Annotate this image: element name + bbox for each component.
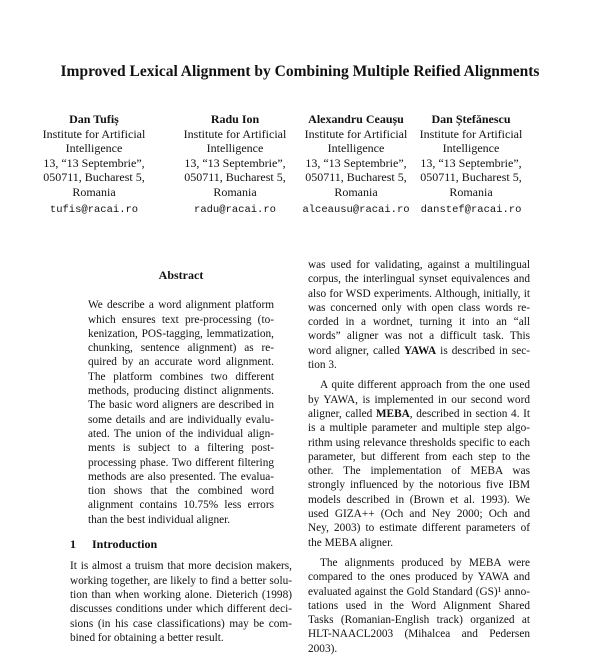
author-name: Radu Ion	[210, 112, 260, 126]
affiliation-line: 13, “13 Septembrie”,	[43, 155, 145, 170]
affiliation-line: 13, “13 Septembrie”,	[420, 155, 522, 170]
author-block	[412, 112, 530, 218]
affiliation-line: Intelligence	[442, 141, 500, 155]
paper-title: Improved Lexical Alignment by Combining Multiple Reified Alignments	[60, 63, 540, 80]
author-block	[176, 112, 294, 218]
affiliation-line: Romania	[72, 184, 116, 199]
intro-paragraph: It is almost a truism that more decision makers, working together, are likely to find a better solu-tion than when working alone. Dieterich (1998) discusses conditions under which different deci-sions (in his case classifications) may be com-bined for obtaining a better result.	[70, 560, 292, 644]
abstract-text: We describe a word alignment platform which ensures text pre-processing (to-kenization, POS-tagging, lemmatization, chunking, sentence alignment) as re-quired by an accurate word alignment. The platform combines two different methods, producing distinct alignments. The basic word aligners are described in some details and are individually evalu-ated. The union of the individual align-ments is subject to a filtering post-processing phase. Two different filtering methods are also presented. The evalua-tion shows that the combined word alignment contains 10.75% less errors than the best individual aligner.	[88, 299, 274, 526]
section-number: 1	[70, 537, 76, 552]
affiliation-line: 050711, Bucharest 5,	[43, 170, 145, 184]
affiliation-line: 050711, Bucharest 5,	[420, 170, 522, 184]
author-block	[297, 112, 415, 218]
right-column	[308, 258, 530, 662]
system-name: MEBA	[375, 407, 410, 420]
affiliation-line: Romania	[213, 184, 257, 199]
author-name: Dan Tufiș	[69, 112, 119, 126]
body-paragraph: The alignments produced by MEBA were compared to the ones produced by YAWA and evaluated against the Gold Standard (GS)¹ anno-tations used in the Word Alignment Shared Tasks (Romanian-English track) organized at HLT-NAACL2003 (Mihalcea and Pedersen 2003).	[308, 556, 530, 655]
author-name: Dan Ștefănescu	[431, 112, 511, 126]
body-paragraph	[308, 258, 530, 372]
affiliation-line: 050711, Bucharest 5,	[184, 170, 286, 184]
affiliation-line: Romania	[449, 184, 493, 199]
affiliation-line: Institute for Artificial	[304, 126, 408, 141]
author-email: alceausu@racai.ro	[302, 204, 410, 216]
text-run: is described in sec-tion 3.	[308, 344, 530, 372]
affiliation-line: Intelligence	[206, 141, 264, 155]
section-title: Introduction	[92, 537, 158, 552]
affiliation-line: Institute for Artificial	[42, 126, 146, 141]
text-run: A quite different approach from the one used by YAWA, is implemented in our second word aligner, called	[308, 379, 530, 420]
affiliation-line: 13, “13 Septembrie”,	[184, 155, 286, 170]
text-run: was used for validating, against a multilingual corpus, the interlingual synset equivalences and also for WSD experiments. Although, initially, it was concerned only with open class words re-corded in a wordnet, turning it into an “all words” aligner was not a difficult task. This word aligner, called	[308, 259, 530, 357]
text-run: , described in section 4. It is a multiple parameter and multiple step algo-rithm using relevance thresholds specific to each parameter, but different from each step to the other. The implementation of MEBA was strongly influenced by the notorious five IBM models described in (Brown et al. 1993). We used GIZA++ (Och and Ney 2000; Och and Ney, 2003) to estimate different parameters of the MEBA aligner.	[308, 407, 531, 549]
author-email: radu@racai.ro	[194, 204, 276, 216]
author-email: tufis@racai.ro	[49, 204, 139, 216]
body-paragraph	[308, 378, 530, 550]
abstract-heading: Abstract	[158, 268, 204, 282]
author-email: danstef@racai.ro	[420, 204, 522, 216]
system-name: YAWA	[403, 344, 437, 357]
section-heading	[70, 537, 292, 551]
affiliation-line: Institute for Artificial	[183, 126, 287, 141]
author-name: Alexandru Ceaușu	[308, 112, 404, 126]
affiliation-line: Intelligence	[327, 141, 385, 155]
affiliation-line: 13, “13 Septembrie”,	[305, 155, 407, 170]
author-block	[35, 112, 153, 218]
affiliation-line: Institute for Artificial	[419, 126, 523, 141]
left-column	[70, 268, 292, 651]
affiliation-line: 050711, Bucharest 5,	[305, 170, 407, 184]
affiliation-line: Intelligence	[65, 141, 123, 155]
affiliation-line: Romania	[334, 184, 378, 199]
